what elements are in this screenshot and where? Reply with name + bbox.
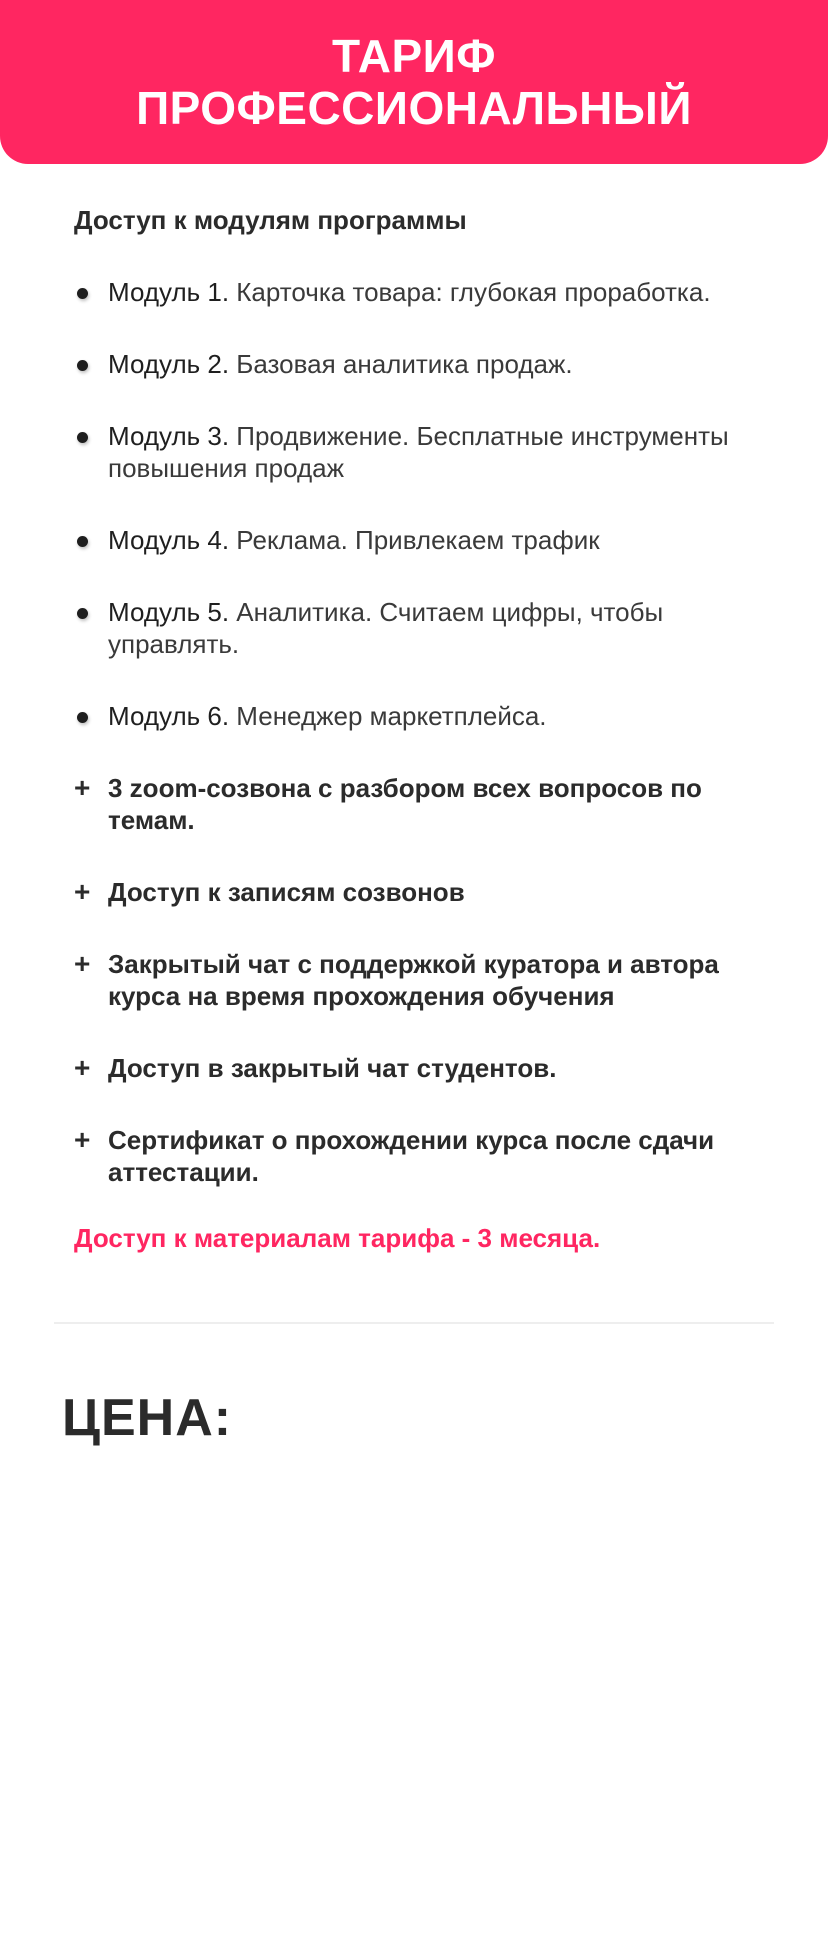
access-duration-note: Доступ к материалам тарифа - 3 месяца. (74, 1223, 601, 1253)
module-item-6 (74, 700, 774, 732)
bullet-dot-icon (77, 536, 88, 547)
module-item-3 (74, 420, 774, 484)
module-description: Базовая аналитика продаж. (229, 349, 573, 379)
plus-icon: + (74, 772, 91, 803)
extra-item-zoom-calls (74, 772, 774, 836)
bullet-dot-icon (77, 360, 88, 371)
module-name: Модуль 5. (108, 597, 230, 627)
module-description: Реклама. Привлекаем трафик (229, 525, 600, 555)
plus-icon: + (74, 876, 91, 907)
module-description: Продвижение. Бесплатные инструменты повышения продаж (108, 421, 729, 483)
extra-text: 3 zoom-созвона с разбором всех вопросов по темам. (108, 773, 702, 835)
bullet-dot-icon (77, 432, 88, 443)
module-name: Модуль 6. (108, 701, 230, 731)
module-item-5 (74, 596, 774, 660)
extra-text: Сертификат о прохождении курса после сдачи аттестации. (108, 1125, 715, 1187)
tariff-header (0, 0, 828, 164)
modules-heading: Доступ к модулям программы (74, 205, 467, 235)
module-description: Карточка товара: глубокая проработка. (229, 277, 711, 307)
extra-text: Закрытый чат с поддержкой куратора и автора курса на время прохождения обучения (108, 949, 719, 1011)
extra-text: Доступ к записям созвонов (108, 877, 465, 907)
module-name: Модуль 3. (108, 421, 230, 451)
extra-item-student-chat (74, 1052, 774, 1084)
section-divider (54, 1322, 774, 1324)
module-item-1 (74, 276, 774, 308)
module-item-2 (74, 348, 774, 380)
price-label: ЦЕНА: (62, 1389, 233, 1447)
extra-item-certificate (74, 1124, 774, 1188)
module-name: Модуль 4. (108, 525, 230, 555)
tariff-content (74, 204, 774, 1254)
extra-item-recordings (74, 876, 774, 908)
tariff-title-line-2: ПРОФЕССИОНАЛЬНЫЙ (136, 82, 692, 134)
modules-list (74, 276, 774, 1188)
module-name: Модуль 2. (108, 349, 230, 379)
extra-text: Доступ в закрытый чат студентов. (108, 1053, 557, 1083)
module-name: Модуль 1. (108, 277, 230, 307)
plus-icon: + (74, 1124, 91, 1155)
bullet-dot-icon (77, 608, 88, 619)
module-description: Аналитика. Считаем цифры, чтобы управлять. (108, 597, 664, 659)
plus-icon: + (74, 948, 91, 979)
tariff-title-line-1: ТАРИФ (332, 30, 496, 82)
extra-item-curator-chat (74, 948, 774, 1012)
bullet-dot-icon (77, 712, 88, 723)
bullet-dot-icon (77, 288, 88, 299)
module-description: Менеджер маркетплейса. (229, 701, 547, 731)
plus-icon: + (74, 1052, 91, 1083)
module-item-4 (74, 524, 774, 556)
